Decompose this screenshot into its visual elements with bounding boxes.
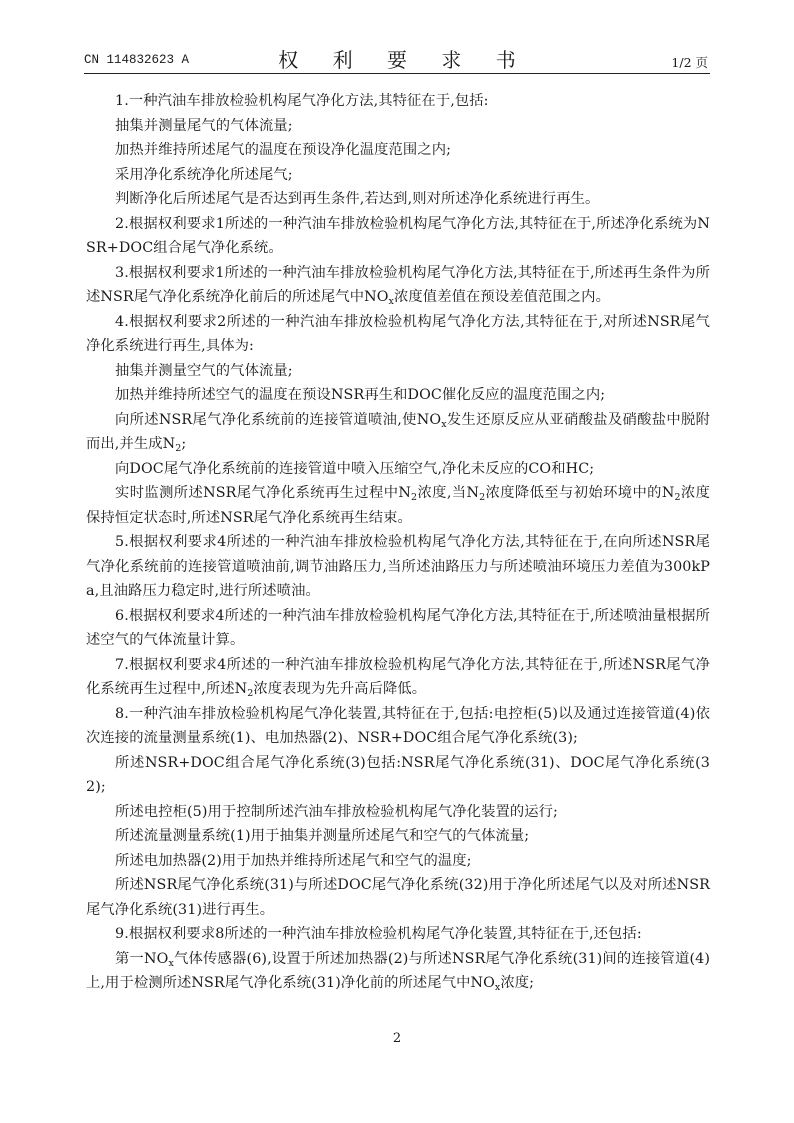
- claim-text: 浓度保持恒定状态时,所述NSR尾气净化系统再生结束。: [86, 485, 710, 526]
- claim-paragraph: [86, 383, 710, 408]
- claim-text: 所述流量测量系统(1)用于抽集并测量所述尾气和空气的气体流量;: [115, 828, 530, 844]
- page-number: 2: [392, 1031, 402, 1046]
- claim-text: 6.根据权利要求4所述的一种汽油车排放检验机构尾气净化方法,其特征在于,所述喷油量根据所述空气的气体流量计算。: [86, 607, 710, 648]
- claim-text: 所述NSR尾气净化系统(31)与所述DOC尾气净化系统(32)用于净化所述尾气以及对所述NSR尾气净化系统(31)进行再生。: [86, 877, 710, 918]
- claim-paragraph: [86, 187, 710, 212]
- claim-paragraph: [86, 163, 710, 188]
- document-title: 权 利 要 求 书: [278, 48, 530, 72]
- claim-text: 1.一种汽油车排放检验机构尾气净化方法,其特征在于,包括:: [115, 93, 489, 109]
- chemical-subscript: 2: [479, 492, 486, 503]
- claim-paragraph: [86, 800, 710, 825]
- claim-text: 浓度,当N: [417, 485, 480, 501]
- claim-text: 所述电加热器(2)用于加热并维持所述尾气和空气的温度;: [115, 852, 472, 869]
- claim-paragraph: [86, 310, 710, 359]
- publication-number: CN 114832623 A: [84, 53, 190, 67]
- claim-text: 抽集并测量空气的气体流量;: [115, 362, 293, 379]
- claim-text: 气体传感器(6),设置于所述加热器(2)与所述NSR尾气净化系统(31)间的连接管道(4)上,用于检测所述NSR尾气净化系统(31)净化前的所述尾气中NO: [86, 950, 710, 991]
- chemical-subscript: 2: [411, 492, 418, 503]
- claim-text: 5.根据权利要求4所述的一种汽油车排放检验机构尾气净化方法,其特征在于,在向所述NSR尾气净化系统前的连接管道喷油前,调节油路压力,当所述油路压力与所述喷油环境压力差值为300kPa,且油路压力稳定时,进行所述喷油。: [86, 534, 710, 599]
- chemical-subscript: 2: [247, 688, 254, 699]
- claim-text: ;: [181, 436, 187, 452]
- claim-text: 7.根据权利要求4所述的一种汽油车排放检验机构尾气净化方法,其特征在于,所述NSR尾气净化系统再生过程中,所述N: [86, 656, 710, 697]
- claim-text: 所述电控柜(5)用于控制所述汽油车排放检验机构尾气净化装置的运行;: [115, 803, 558, 820]
- claim-text: 所述NSR+DOC组合尾气净化系统(3)包括:NSR尾气净化系统(31)、DOC尾气净化系统(32);: [86, 754, 710, 795]
- claim-text: 判断净化后所述尾气是否达到再生条件,若达到,则对所述净化系统进行再生。: [115, 191, 600, 207]
- chemical-subscript: x: [441, 418, 447, 430]
- claim-text: 浓度降低至与初始环境中的N: [485, 485, 675, 501]
- claim-paragraph: [86, 751, 710, 800]
- claim-text: 3.根据权利要求1所述的一种汽油车排放检验机构尾气净化方法,其特征在于,所述再生条件为所述NSR尾气净化系统净化前后的所述尾气中NO: [86, 264, 710, 305]
- chemical-subscript: x: [388, 296, 395, 307]
- page-header: [84, 44, 710, 74]
- claim-text: 2.根据权利要求1所述的一种汽油车排放检验机构尾气净化方法,其特征在于,所述净化系统为NSR+DOC组合尾气净化系统。: [86, 215, 710, 256]
- chemical-subscript: 2: [674, 492, 681, 503]
- claim-paragraph: [86, 138, 710, 163]
- claim-text: 4.根据权利要求2所述的一种汽油车排放检验机构尾气净化方法,其特征在于,对所述NSR尾气净化系统进行再生,具体为:: [86, 313, 710, 354]
- claim-text: 9.根据权利要求8所述的一种汽油车排放检验机构尾气净化装置,其特征在于,还包括:: [115, 926, 642, 942]
- claim-text: 向DOC尾气净化系统前的连接管道中喷入压缩空气,净化未反应的CO和HC;: [115, 460, 595, 477]
- chemical-subscript: x: [494, 982, 501, 993]
- claim-paragraph: [86, 873, 710, 922]
- header-divider: [84, 73, 710, 74]
- claim-text: 加热并维持所述空气的温度在预设NSR再生和DOC催化反应的温度范围之内;: [115, 387, 606, 403]
- claim-text: 浓度值差值在预设差值范围之内。: [394, 289, 610, 305]
- claim-paragraph: [86, 824, 710, 849]
- claim-text: 浓度;: [500, 975, 535, 991]
- claim-paragraph: [86, 408, 710, 457]
- claim-paragraph: [86, 653, 710, 702]
- claim-paragraph: [86, 947, 710, 996]
- page-info: 1/2 页: [671, 55, 708, 70]
- claim-text: 向所述NSR尾气净化系统前的连接管道喷油,使NO: [115, 411, 442, 428]
- claim-paragraph: [86, 457, 710, 482]
- claim-text: 第一NO: [115, 950, 169, 967]
- claim-text: 加热并维持所述尾气的温度在预设净化温度范围之内;: [115, 142, 452, 158]
- claim-text: 浓度表现为先升高后降低。: [253, 681, 427, 697]
- claim-text: 采用净化系统净化所述尾气;: [115, 166, 293, 183]
- chemical-subscript: 2: [175, 443, 182, 454]
- claim-text: 抽集并测量尾气的气体流量;: [115, 117, 293, 134]
- claim-paragraph: [86, 114, 710, 139]
- claim-paragraph: [86, 212, 710, 261]
- claim-text: 发生还原反应从亚硝酸盐及硝酸盐中脱附而出,并生成N: [86, 411, 710, 452]
- claim-text: 实时监测所述NSR尾气净化系统再生过程中N: [115, 485, 412, 501]
- claim-paragraph: [86, 849, 710, 874]
- claims-body: [86, 89, 710, 996]
- claim-paragraph: [86, 261, 710, 310]
- claim-text: 8.一种汽油车排放检验机构尾气净化装置,其特征在于,包括:电控柜(5)以及通过连接管道(4)依次连接的流量测量系统(1)、电加热器(2)、NSR+DOC组合尾气净化系统(3);: [86, 705, 710, 746]
- claim-paragraph: [86, 359, 710, 384]
- claim-paragraph: [86, 922, 710, 947]
- claim-paragraph: [86, 702, 710, 751]
- claim-paragraph: [86, 530, 710, 604]
- claim-paragraph: [86, 604, 710, 653]
- chemical-subscript: x: [168, 957, 174, 969]
- claim-paragraph: [86, 481, 710, 530]
- claim-paragraph: [86, 89, 710, 114]
